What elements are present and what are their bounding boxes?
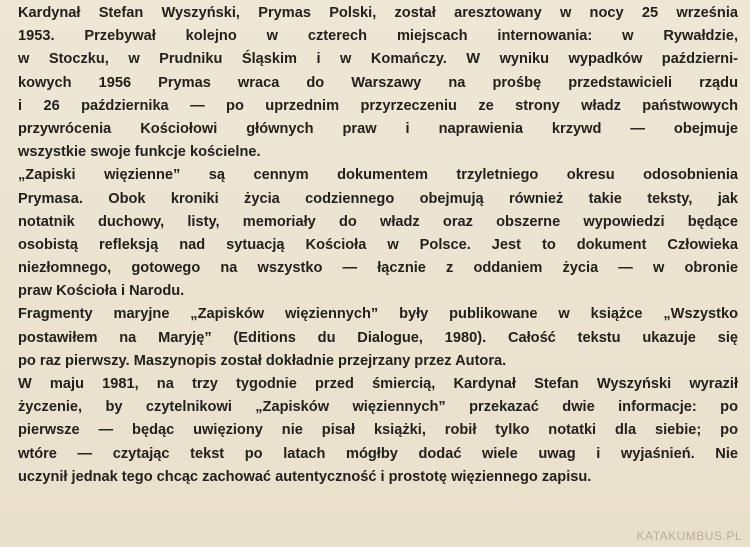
text-line: uczynił jednak tego chcąc zachować autentyczność i prostotę więziennego zapisu. [18,468,592,485]
text-line: wszystkie swoje funkcje kościelne. [18,144,261,161]
text-line: Fragmenty maryjne „Zapisków więziennych” były publikowane w książce „Wszystko [18,306,738,323]
text-line: i 26 października — po uprzednim przyrzeczeniu ze strony władz państwowych [18,97,738,114]
document-text [18,2,738,489]
text-line: przywrócenia Kościołowi głównych praw i naprawienia krzywd — obejmuje [18,120,738,137]
text-line: notatnik duchowy, listy, memoriały do władz oraz obszerne wypowiedzi będące [18,213,738,230]
text-line: po raz pierwszy. Maszynopis został dokładnie przejrzany przez Autora. [18,352,507,369]
text-line: życzenie, by czytelnikowi „Zapisków więziennych” przekazać dwie informacje: po [18,399,738,416]
text-line: osobistą refleksją nad sytuacją Kościoła w Polsce. Jest to dokument Człowieka [18,236,738,253]
text-line: Prymasa. Obok kroniki życia codziennego obejmują również takie teksty, jak [18,190,738,207]
text-line: Kardynał Stefan Wyszyński, Prymas Polski, został aresztowany w nocy 25 września [18,5,738,21]
text-line: kowych 1956 Prymas wraca do Warszawy na prośbę przedstawicieli rządu [18,74,738,91]
text-line: w Stoczku, w Prudniku Śląskim i w Komańczy. W wyniku wypadków październi- [18,51,738,68]
text-line: 1953. Przebywał kolejno w czterech miejscach internowania: w Rywałdzie, [18,28,738,45]
text-line: W maju 1981, na trzy tygodnie przed śmiercią, Kardynał Stefan Wyszyński wyraził [18,376,738,392]
text-line: praw Kościoła i Narodu. [18,283,185,300]
text-line: pierwsze — będąc uwięziony nie pisał książki, robił tylko notatki dla siebie; po [18,422,738,439]
text-line: postawiłem na Maryję” (Editions du Dialogue, 1980). Całość tekstu ukazuje się [18,329,738,346]
text-line: wtóre — czytając tekst po latach mógłby dodać wiele uwag i wyjaśnień. Nie [18,445,738,462]
text-line: niezłomnego, gotowego na wszystko — łącznie z oddaniem życia — w obronie [18,260,738,277]
text-line: „Zapiski więzienne” są cennym dokumentem trzyletniego okresu odosobnienia [18,167,738,184]
watermark: KATAKUMBUS.PL [636,529,742,543]
